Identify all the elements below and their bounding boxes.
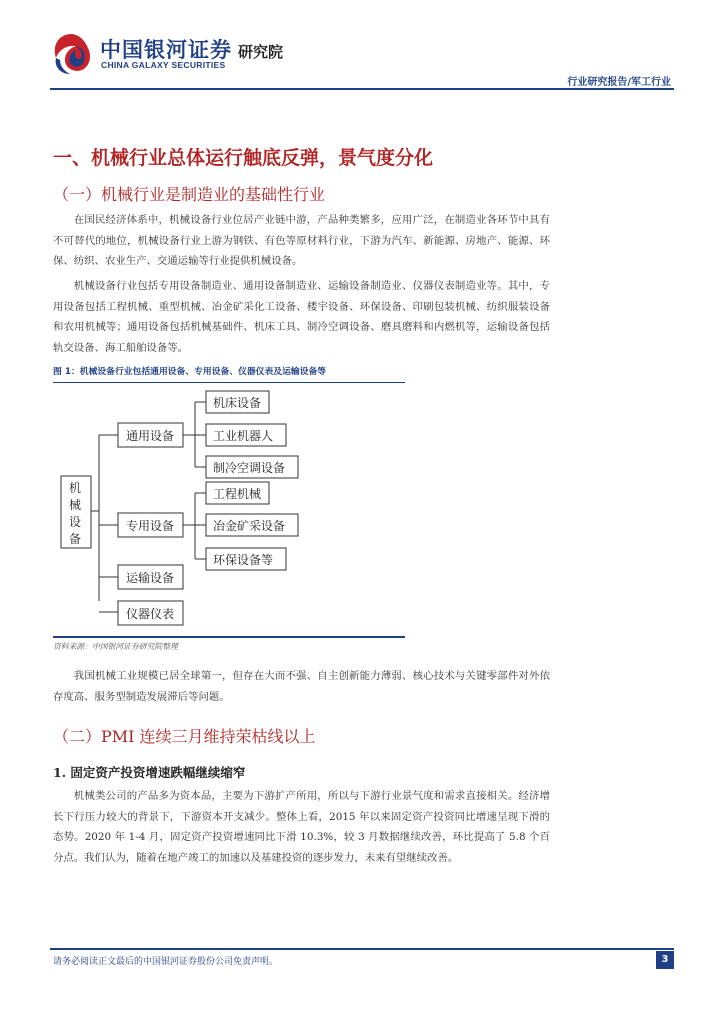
group-label-general: 通用设备 [126, 429, 175, 443]
logo-chinese-name: 中国银河证券 [100, 38, 232, 62]
figure-title: 图 1：机械设备行业包括通用设备、专用设备、仪器仪表及运输设备等 [53, 364, 405, 383]
report-type-label: 行业研究报告/军工行业 [567, 77, 671, 88]
root-char: 备 [69, 532, 82, 546]
galaxy-logo-icon [50, 30, 94, 76]
logo-english-name: CHINA GALAXY SECURITIES [101, 60, 226, 70]
figure-bottom-rule [53, 636, 405, 638]
paragraph-1: 在国民经济体系中，机械设备行业位居产业链中游，产品种类繁多，应用广泛，在制造业各环节中具有不可替代的地位，机械设备行业上游为钢铁、有色等原材料行业，下游为汽车、新能源、房地产、能源、环保、纺织、农业生产、交通运输等行业提供机械设备。 [53, 214, 550, 267]
child-label: 环保设备等 [213, 553, 274, 567]
footer-disclaimer: 请务必阅读正文最后的中国银河证券股份公司免责声明。 [53, 957, 279, 967]
child-label: 冶金矿采设备 [213, 519, 286, 533]
figure-diagram [53, 385, 405, 635]
child-label: 机床设备 [213, 396, 262, 410]
child-label: 工业机器人 [213, 429, 274, 443]
paragraph-2: 机械设备行业包括专用设备制造业、通用设备制造业、运输设备制造业、仪器仪表制造业等。其中，专用设备包括工程机械、重型机械、冶金矿采化工设备、楼宇设备、环保设备、印刷包装机械、纺织服装设备和农用机械等；通用设备包括机械基础件、机床工具、制冷空调设备、磨具磨料和内燃机等，运输设备包括轨交设备、海工船舶设备等。 [53, 280, 550, 354]
group-label-instrument: 仪器仪表 [126, 607, 175, 621]
root-char: 设 [69, 515, 82, 529]
subsection-title-2: （二）PMI 连续三月维持荣枯线以上 [53, 727, 316, 746]
figure-source: 资料来源：中国银河证券研究院整理 [53, 642, 178, 651]
group-label-transport: 运输设备 [126, 571, 175, 585]
root-char: 机 [69, 481, 82, 495]
sub-heading: 1. 固定资产投资增速跌幅继续缩窄 [53, 765, 246, 780]
section-title: 一、机械行业总体运行触底反弹，景气度分化 [53, 147, 434, 169]
logo-institute: 研究院 [238, 43, 284, 61]
page-number: 3 [656, 951, 674, 969]
root-char: 械 [69, 498, 82, 512]
child-label: 工程机械 [213, 487, 262, 501]
footer-divider [50, 948, 674, 950]
child-label: 制冷空调设备 [213, 461, 286, 475]
subsection-title-1: （一）机械行业是制造业的基础性行业 [53, 185, 326, 204]
group-label-special: 专用设备 [126, 519, 175, 533]
header-divider [50, 88, 674, 90]
paragraph-3: 我国机械工业规模已居全球第一，但存在大而不强、自主创新能力薄弱、核心技术与关键零部件对外依存度高、服务型制造发展滞后等问题。 [53, 670, 550, 703]
paragraph-4: 机械类公司的产品多为资本品，主要为下游扩产所用，所以与下游行业景气度和需求直接相关。经济增长下行压力较大的背景下，下游资本开支减少。整体上看，2015 年以来固定资产投资同比增速呈现下滑的态势。2020 年 1-4 月，固定资产投资增速同比下滑 10.3%，较 3 月数据继续改善，环比提高了 5.8 个百分点。我们认为，随着在地产竣工的加速以及基建投资的逐步发力，未来有望继续改善。 [53, 790, 550, 864]
